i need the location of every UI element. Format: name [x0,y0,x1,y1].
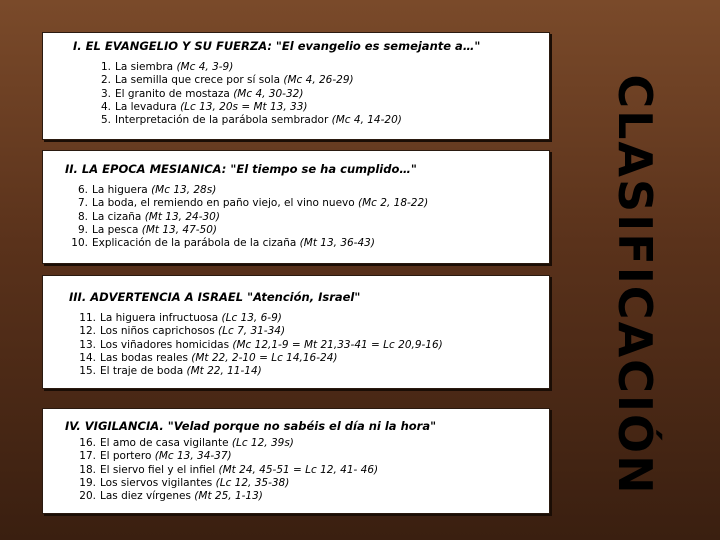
item-reference: (Lc 12, 39s) [231,437,294,449]
item-number: 19. [79,476,96,489]
section-2-title: II. LA EPOCA MESIANICA: "El tiempo se ha cumplido…" [65,162,417,176]
item-number: 1. [100,61,111,73]
section-3-title: III. ADVERTENCIA A ISRAEL "Atención, Israel" [69,290,361,304]
list-item [76,490,378,503]
item-reference: (Mc 13, 34-37) [154,450,232,463]
item-text: El portero [100,450,155,463]
item-number: 15. [79,365,96,378]
list-item [66,197,428,210]
item-text: Interpretación de la parábola sembrador [115,114,332,127]
item-text: Las diez vírgenes [100,490,195,503]
list-item [66,224,428,237]
list-item [76,312,443,325]
list-item [76,477,378,490]
list-item [66,237,428,250]
item-reference: (Mc 4, 14-20) [331,114,402,127]
item-number: 8. [77,210,88,223]
item-number: 12. [79,325,96,338]
item-text: El siervo fiel y el infiel [100,463,219,476]
side-title: CLASIFICACIÓN [608,74,662,496]
section-2-list [66,184,428,250]
item-number: 11. [79,312,96,324]
list-item [95,74,402,87]
item-text: La semilla que crece por sí sola [115,74,284,87]
item-text: El granito de mostaza [115,87,234,100]
item-number: 9. [77,223,88,236]
item-reference: (Mt 13, 36-43) [299,237,375,250]
list-item [95,61,402,74]
item-reference: (Mt 25, 1-13) [194,490,263,503]
section-1-title: I. EL EVANGELIO Y SU FUERZA: "El evangelio es semejante a…" [73,39,481,53]
section-3-box [42,275,550,389]
item-text: Las bodas reales [100,351,192,364]
item-reference: (Lc 13, 6-9) [221,312,282,324]
item-number: 6. [77,184,88,196]
item-reference: (Mt 24, 45-51 = Lc 12, 41- 46) [218,463,379,476]
item-text: La levadura [115,100,181,113]
item-number: 18. [79,463,96,476]
item-text: Los siervos vigilantes [100,476,216,489]
item-reference: (Mc 2, 18-22) [358,197,429,210]
list-item [95,88,402,101]
item-number: 14. [79,351,96,364]
item-reference: (Mt 13, 24-30) [144,210,220,223]
item-reference: (Mc 4, 3-9) [176,61,234,73]
list-item [66,184,428,197]
item-reference: (Mc 13, 28s) [151,184,217,196]
item-reference: (Lc 12, 35-38) [215,476,290,489]
item-reference: (Mt 13, 47-50) [141,223,218,236]
item-reference: (Lc 13, 20s = Mt 13, 33) [180,100,308,113]
item-number: 20. [79,490,96,503]
list-item [76,352,443,365]
list-item [76,450,378,463]
section-1-list [95,61,402,127]
list-item [76,325,443,338]
item-number: 16. [79,437,96,449]
item-text: El amo de casa vigilante [100,437,232,449]
item-number: 10. [71,237,88,250]
item-number: 13. [79,338,96,351]
list-item [66,211,428,224]
item-text: La higuera [92,184,152,196]
item-reference: (Mt 22, 11-14) [186,365,262,378]
item-number: 4. [100,100,111,113]
item-number: 2. [100,74,111,87]
section-4-title: IV. VIGILANCIA. "Velad porque no sabéis el día ni la hora" [65,419,437,433]
list-item [95,101,402,114]
item-text: El traje de boda [100,365,187,378]
list-item [76,464,378,477]
section-1-box [42,32,550,140]
item-text: La pesca [92,223,142,236]
item-text: La cizaña [92,210,145,223]
item-reference: (Mt 22, 2-10 = Lc 14,16-24) [191,351,338,364]
item-text: La boda, el remiendo en paño viejo, el vino nuevo [92,197,359,210]
item-text: Explicación de la parábola de la cizaña [92,237,300,250]
item-text: Los niños caprichosos [100,325,219,338]
list-item [76,339,443,352]
item-number: 7. [77,197,88,210]
list-item [76,437,378,450]
section-3-list [76,312,443,378]
item-number: 17. [79,450,96,463]
list-item [76,365,443,378]
section-2-box [42,150,550,264]
item-text: Los viñadores homicidas [100,338,233,351]
side-title-container [590,74,680,496]
section-4-list [76,437,378,503]
section-4-box [42,408,550,514]
item-reference: (Mc 4, 30-32) [233,87,304,100]
item-reference: (Mc 12,1-9 = Mt 21,33-41 = Lc 20,9-16) [232,338,443,351]
item-text: La higuera infructuosa [100,312,222,324]
item-reference: (Lc 7, 31-34) [218,325,286,338]
item-text: La siembra [115,61,177,73]
item-number: 5. [100,114,111,127]
item-reference: (Mc 4, 26-29) [283,74,354,87]
list-item [95,114,402,127]
item-number: 3. [100,87,111,100]
